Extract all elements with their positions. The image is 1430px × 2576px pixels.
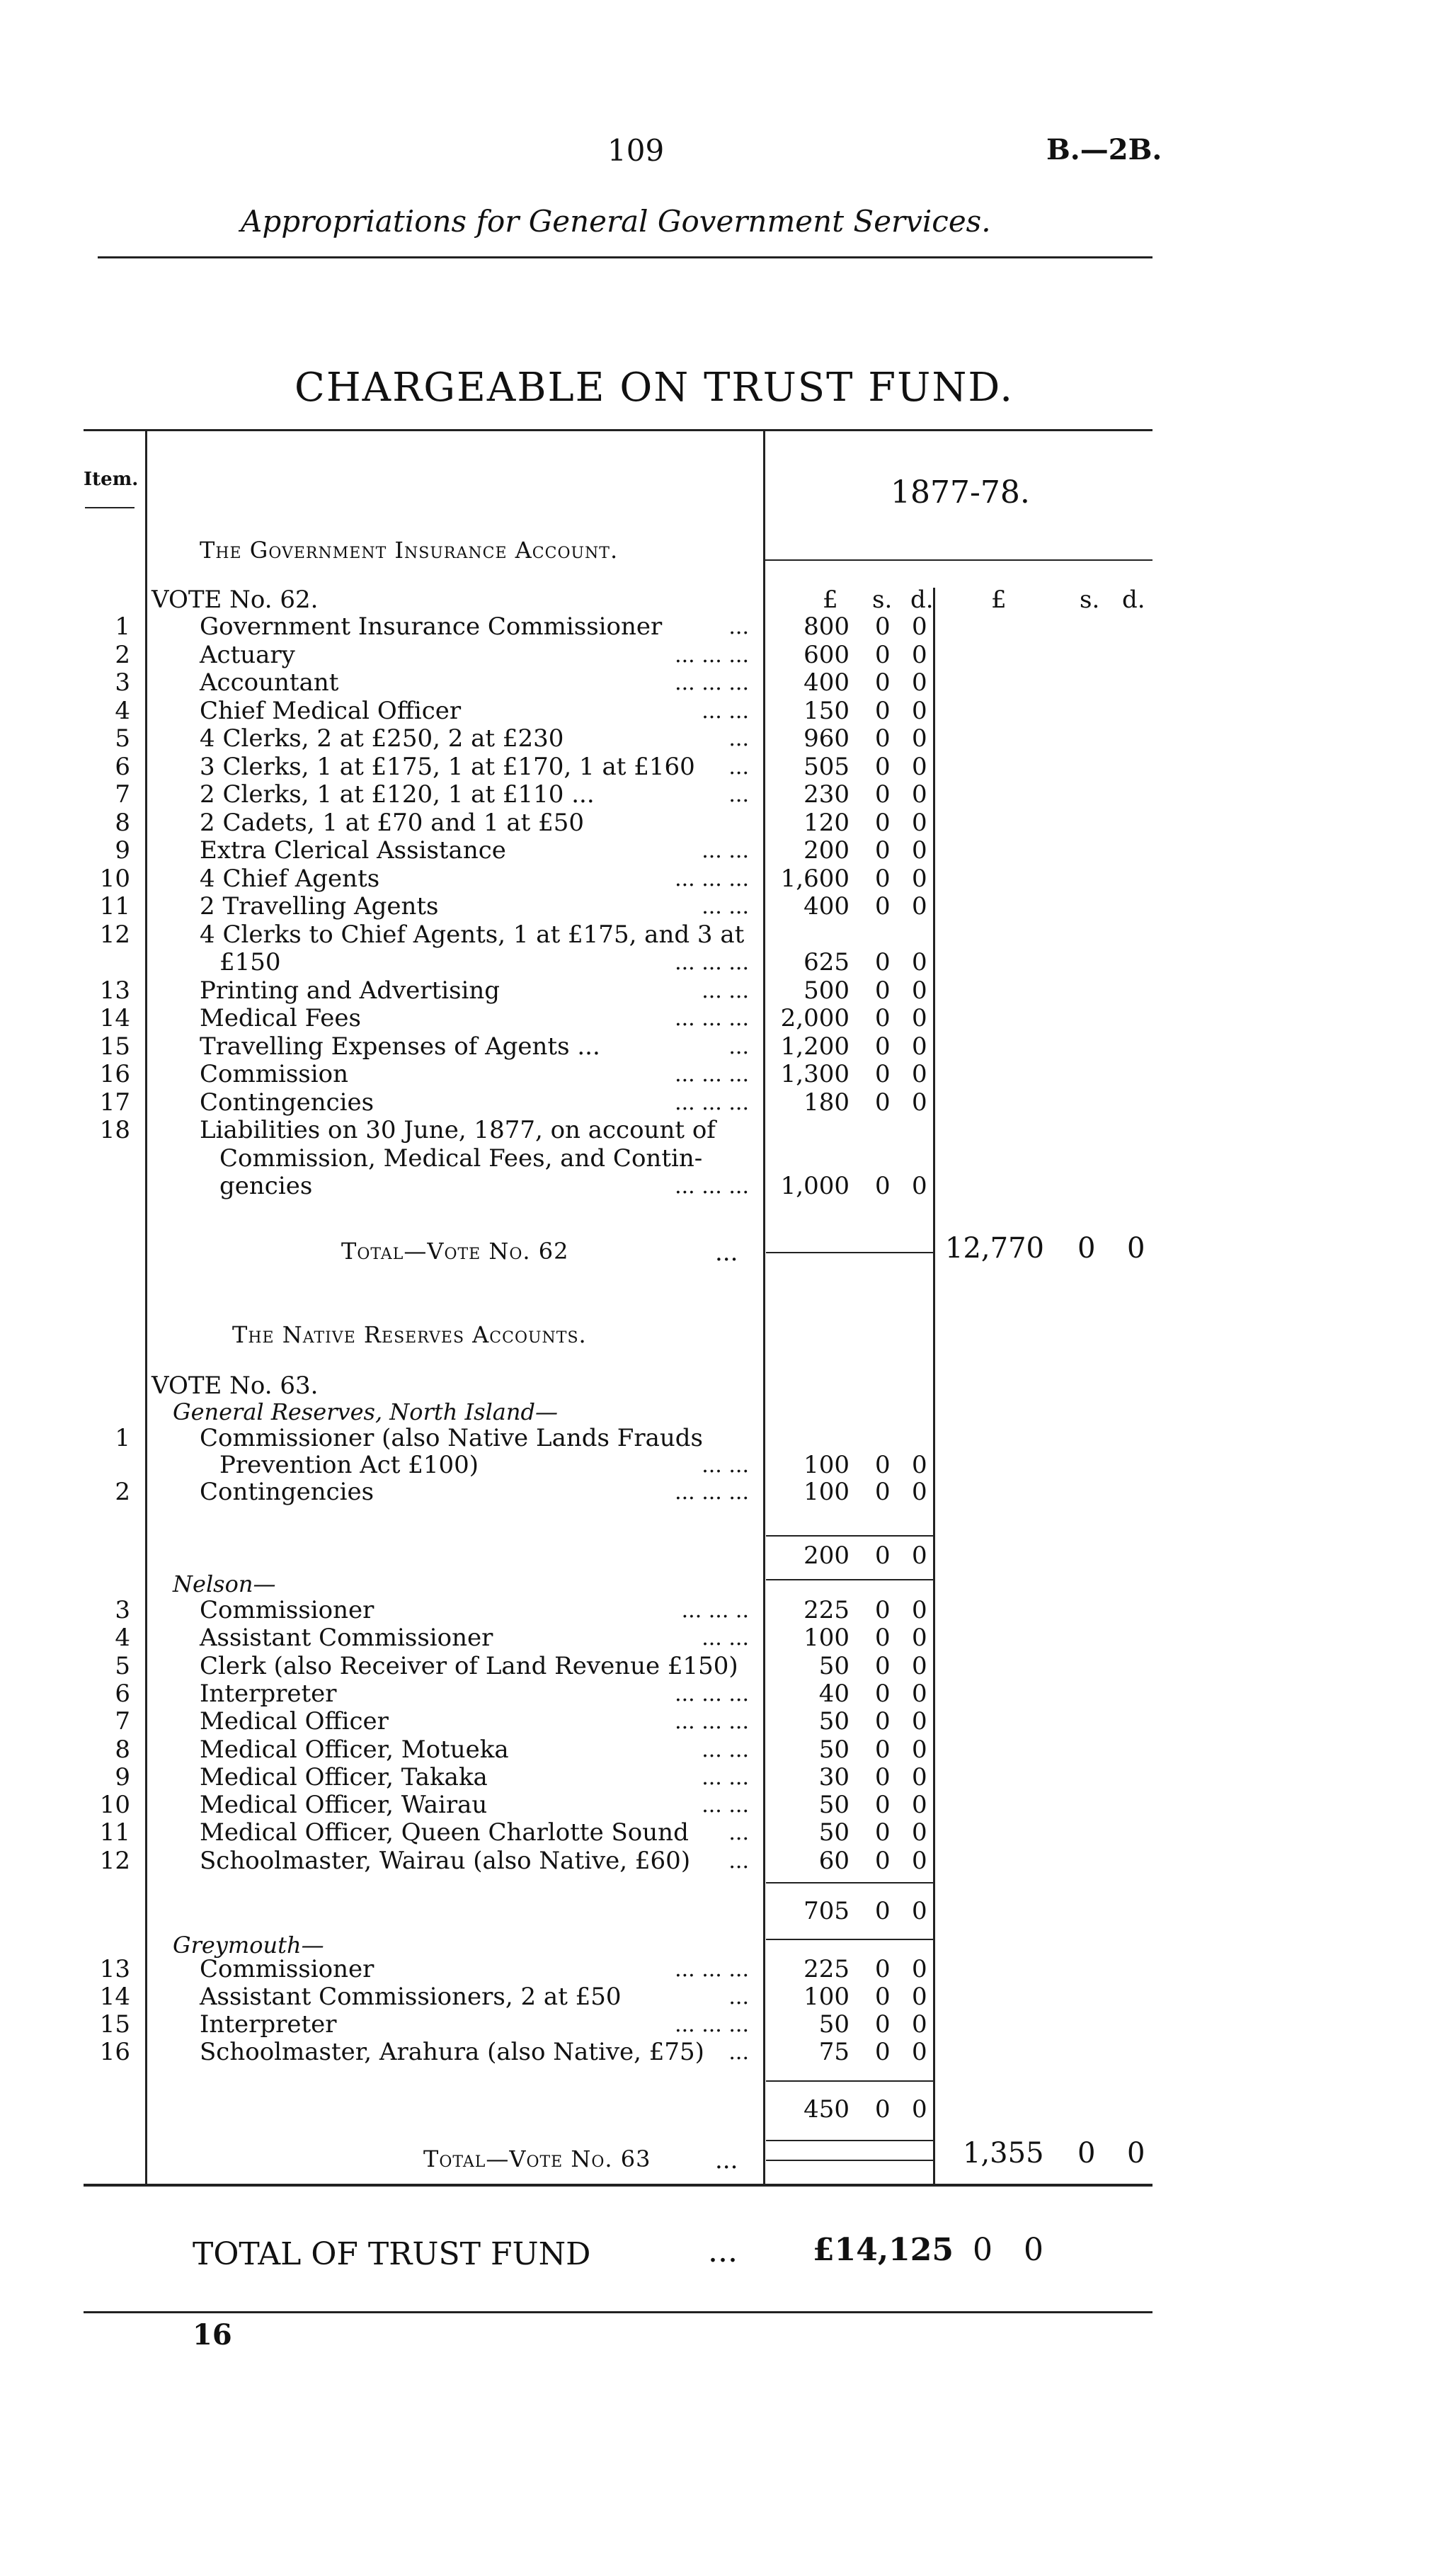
north-row-leader-dots: ... ... [702, 1453, 749, 1478]
greymouth-row-pence: 0 [912, 1955, 927, 1983]
vote62-row-pounds: 2,000 [780, 1004, 850, 1032]
vote-label-63: VOTE No. 63. [151, 1372, 319, 1400]
vote62-row-leader-dots: ... ... ... [675, 1062, 749, 1087]
greymouth-row-leader-dots: ... ... ... [675, 1957, 749, 1982]
vote62-row-shillings: 0 [875, 1088, 891, 1117]
total-rule-63b [766, 2160, 933, 2161]
section-title-62: The Government Insurance Account. [200, 537, 619, 564]
nelson-row-shillings: 0 [875, 1651, 891, 1680]
vote62-row-description: 4 Chief Agents [200, 864, 380, 893]
north-row-pence: 0 [912, 1478, 927, 1506]
nelson-row-pence: 0 [912, 1624, 927, 1653]
nelson-row-shillings: 0 [875, 1791, 891, 1820]
vote62-row-pence: 0 [912, 948, 927, 976]
vote62-row-pence: 0 [912, 752, 927, 781]
total-shillings-63: 0 [1077, 2137, 1096, 2170]
vote62-row-pence: 0 [912, 1172, 927, 1200]
greymouth-row-pounds: 75 [818, 2038, 850, 2066]
nelson-row-leader-dots: ... [728, 1820, 749, 1846]
nelson-row-leader-dots: ... ... [702, 1765, 749, 1790]
shillings-header: s. [872, 586, 893, 614]
nelson-row-description: Assistant Commissioner [200, 1624, 493, 1653]
nelson-subtotal-rule-bottom [766, 1939, 933, 1940]
vote62-row-pounds: 1,600 [780, 864, 850, 893]
greymouth-row-pence: 0 [912, 2010, 927, 2039]
nelson-row-description: Commissioner [200, 1596, 374, 1624]
grand-total-pence: 0 [1024, 2232, 1043, 2268]
vote62-row-pounds: 400 [803, 892, 850, 921]
vote62-row-item-number: 2 [115, 640, 130, 669]
north-row-description: Prevention Act £100) [219, 1451, 479, 1479]
north-row-description: Contingencies [200, 1478, 374, 1506]
vote62-row-leader-dots: ... ... ... [675, 950, 749, 975]
greymouth-row-shillings: 0 [875, 2038, 891, 2066]
nelson-row-item-number: 6 [115, 1679, 130, 1708]
greymouth-row-pounds: 225 [803, 1955, 850, 1983]
north-row-shillings: 0 [875, 1478, 891, 1506]
vote62-row-description: 4 Clerks, 2 at £250, 2 at £230 [200, 724, 564, 753]
vote62-row-description: Actuary [200, 640, 295, 669]
footer-rule [84, 2311, 1152, 2313]
vote62-row-pence: 0 [912, 976, 927, 1005]
nelson-row-pence: 0 [912, 1846, 927, 1875]
total-label-63: Total—Vote No. 63 [423, 2145, 651, 2172]
vote62-row-shillings: 0 [875, 976, 891, 1005]
nelson-row-pounds: 50 [818, 1818, 850, 1847]
nelson-row-item-number: 9 [115, 1762, 130, 1791]
nelson-row-description: Schoolmaster, Wairau (also Native, £60) [200, 1846, 691, 1875]
greymouth-subtotal-s: 0 [875, 2095, 891, 2124]
vote62-row-shillings: 0 [875, 1172, 891, 1200]
nelson-subtotal-d: 0 [912, 1897, 927, 1925]
vote62-row-item-number: 13 [99, 976, 130, 1005]
nelson-row-shillings: 0 [875, 1679, 891, 1708]
greymouth-row-leader-dots: ... [728, 1985, 749, 2010]
vote62-row-pounds: 200 [803, 836, 850, 865]
year-rule [763, 559, 1152, 561]
nelson-row-leader-dots: ... ... [702, 1793, 749, 1818]
nelson-row-shillings: 0 [875, 1818, 891, 1847]
vote62-row-item-number: 5 [115, 724, 130, 753]
vote62-row-pence: 0 [912, 1088, 927, 1117]
vote62-row-leader-dots: ... [728, 782, 749, 807]
north-row-pence: 0 [912, 1451, 927, 1479]
nelson-row-pounds: 60 [818, 1846, 850, 1875]
item-column-header: Item. [84, 469, 139, 490]
pence-header-2: d. [1122, 586, 1145, 614]
vote62-row-shillings: 0 [875, 1032, 891, 1061]
greymouth-row-item-number: 14 [99, 1983, 130, 2011]
pence-header: d. [910, 586, 934, 614]
greymouth-row-shillings: 0 [875, 2010, 891, 2039]
north-row-description: Commissioner (also Native Lands Frauds [200, 1424, 703, 1452]
signature-mark: 16 [193, 2318, 232, 2352]
total-rule-63 [766, 2140, 933, 2141]
greymouth-row-leader-dots: ... ... ... [675, 2012, 749, 2037]
vote62-row-leader-dots: ... [728, 726, 749, 751]
vote62-row-leader-dots: ... ... [702, 978, 749, 1003]
vote62-row-pounds: 1,000 [780, 1172, 850, 1200]
vote62-row-leader-dots: ... ... ... [675, 671, 749, 695]
greymouth-row-pounds: 100 [803, 1983, 850, 2011]
greymouth-row-pence: 0 [912, 1983, 927, 2011]
nelson-row-pounds: 30 [818, 1762, 850, 1791]
vote62-row-item-number: 1 [115, 612, 130, 641]
nelson-subtotal-s: 0 [875, 1897, 891, 1925]
vote62-row-leader-dots: ... ... ... [675, 1174, 749, 1199]
nelson-row-pence: 0 [912, 1596, 927, 1624]
vote62-row-pounds: 150 [803, 696, 850, 725]
item-header-rule [85, 507, 135, 508]
amount-col-rule [763, 429, 765, 2184]
header-rule [98, 256, 1152, 258]
vote62-row-leader-dots: ... ... [702, 838, 749, 863]
total-label-62: Total—Vote No. 62 [341, 1238, 569, 1265]
table-bottom-rule [84, 2184, 1152, 2187]
vote62-row-shillings: 0 [875, 668, 891, 697]
vote62-row-item-number: 6 [115, 752, 130, 781]
nelson-row-leader-dots: ... ... ... [675, 1709, 749, 1735]
vote62-row-pounds: 120 [803, 808, 850, 837]
nelson-row-description: Medical Officer, Motueka [200, 1735, 509, 1764]
north-subtotal-rule-bottom [766, 1579, 933, 1580]
vote62-row-pounds: 800 [803, 612, 850, 641]
grand-total-dots: ... [708, 2233, 738, 2269]
vote62-row-pence: 0 [912, 808, 927, 837]
vote62-row-shillings: 0 [875, 724, 891, 753]
vote62-row-leader-dots: ... ... [702, 894, 749, 919]
shillings-header-2: s. [1080, 586, 1100, 614]
greymouth-row-leader-dots: ... [728, 2040, 749, 2065]
vote62-row-description: 2 Cadets, 1 at £70 and 1 at £50 [200, 808, 585, 837]
vote62-row-description: Accountant [200, 668, 339, 697]
nelson-row-item-number: 8 [115, 1735, 130, 1764]
nelson-label: Nelson— [173, 1571, 276, 1597]
vote62-row-item-number: 7 [115, 780, 130, 809]
total-pounds-63: 1,355 [963, 2137, 1044, 2170]
nelson-subtotal-rule [766, 1882, 933, 1883]
vote62-row-shillings: 0 [875, 948, 891, 976]
nelson-row-shillings: 0 [875, 1735, 891, 1764]
table-top-rule [84, 429, 1152, 431]
vote62-row-item-number: 4 [115, 696, 130, 725]
nelson-row-description: Medical Officer [200, 1707, 389, 1736]
vote62-row-description: Liabilities on 30 June, 1877, on account of [200, 1116, 716, 1144]
greymouth-subtotal-pounds: 450 [803, 2095, 850, 2124]
nelson-row-pounds: 100 [803, 1624, 850, 1653]
total-dots-63: ... [715, 2146, 738, 2175]
vote62-row-shillings: 0 [875, 892, 891, 921]
vote62-row-pence: 0 [912, 640, 927, 669]
vote62-row-pounds: 505 [803, 752, 850, 781]
greymouth-row-shillings: 0 [875, 1983, 891, 2011]
vote62-row-shillings: 0 [875, 780, 891, 809]
nelson-row-pence: 0 [912, 1679, 927, 1708]
vote62-row-item-number: 3 [115, 668, 130, 697]
nelson-row-description: Medical Officer, Takaka [200, 1762, 488, 1791]
vote62-row-description: Printing and Advertising [200, 976, 500, 1005]
north-row-item-number: 2 [115, 1478, 130, 1506]
vote62-row-pence: 0 [912, 1004, 927, 1032]
grand-total-pounds: £14,125 [813, 2232, 954, 2268]
nelson-row-pence: 0 [912, 1707, 927, 1736]
vote62-row-pounds: 400 [803, 668, 850, 697]
vote62-row-description: Commission [200, 1060, 348, 1088]
north-row-item-number: 1 [115, 1424, 130, 1452]
vote62-row-pounds: 1,200 [780, 1032, 850, 1061]
total-rule-62 [766, 1252, 933, 1253]
vote62-row-shillings: 0 [875, 864, 891, 893]
page-number: 109 [607, 133, 665, 168]
vote62-row-item-number: 9 [115, 836, 130, 865]
vote62-row-description: Travelling Expenses of Agents ... [200, 1032, 600, 1061]
vote62-row-shillings: 0 [875, 1060, 891, 1088]
north-subtotal-d: 0 [912, 1541, 927, 1570]
nelson-row-item-number: 11 [99, 1818, 130, 1847]
vote62-row-leader-dots: ... [728, 754, 749, 780]
nelson-row-item-number: 3 [115, 1596, 130, 1624]
pounds-header-2: £ [991, 586, 1007, 614]
greymouth-row-description: Interpreter [200, 2010, 337, 2039]
vote62-row-pence: 0 [912, 724, 927, 753]
vote62-row-shillings: 0 [875, 1004, 891, 1032]
north-row-leader-dots: ... ... ... [675, 1480, 749, 1505]
vote62-row-pounds: 180 [803, 1088, 850, 1117]
nelson-row-leader-dots: ... ... [702, 1626, 749, 1651]
greymouth-row-description: Assistant Commissioners, 2 at £50 [200, 1983, 622, 2011]
vote62-row-item-number: 16 [99, 1060, 130, 1088]
greymouth-row-pounds: 50 [818, 2010, 850, 2039]
vote62-row-shillings: 0 [875, 808, 891, 837]
vote62-row-leader-dots: ... ... ... [675, 866, 749, 891]
nelson-row-pence: 0 [912, 1791, 927, 1820]
north-row-shillings: 0 [875, 1451, 891, 1479]
north-row-pounds: 100 [803, 1451, 850, 1479]
vote62-row-item-number: 14 [99, 1004, 130, 1032]
vote62-row-item-number: 15 [99, 1032, 130, 1061]
nelson-row-pence: 0 [912, 1818, 927, 1847]
vote62-row-description: Medical Fees [200, 1004, 361, 1032]
nelson-row-description: Medical Officer, Wairau [200, 1791, 488, 1820]
vote62-row-item-number: 18 [99, 1116, 130, 1144]
vote62-row-item-number: 10 [99, 864, 130, 893]
vote62-row-pence: 0 [912, 696, 927, 725]
greymouth-row-description: Schoolmaster, Arahura (also Native, £75) [200, 2038, 704, 2066]
vote62-row-pence: 0 [912, 892, 927, 921]
vote62-row-shillings: 0 [875, 836, 891, 865]
greymouth-row-shillings: 0 [875, 1955, 891, 1983]
vote62-row-description: £150 [219, 948, 281, 976]
vote62-row-pounds: 1,300 [780, 1060, 850, 1088]
greymouth-label: Greymouth— [173, 1932, 324, 1959]
greymouth-row-description: Commissioner [200, 1955, 374, 1983]
pounds-header: £ [823, 586, 838, 614]
vote62-row-description: Contingencies [200, 1088, 374, 1117]
grand-total-label: TOTAL OF TRUST FUND [193, 2236, 591, 2272]
nelson-row-description: Clerk (also Receiver of Land Revenue £150) [200, 1651, 738, 1680]
vote62-row-shillings: 0 [875, 612, 891, 641]
nelson-row-pounds: 50 [818, 1791, 850, 1820]
north-island-label: General Reserves, North Island— [173, 1398, 558, 1425]
vote62-row-description: Government Insurance Commissioner [200, 612, 663, 641]
total-pence-62: 0 [1127, 1232, 1145, 1265]
vote62-row-leader-dots: ... ... ... [675, 642, 749, 668]
total-shillings-62: 0 [1077, 1232, 1096, 1265]
nelson-row-leader-dots: ... ... ... [675, 1681, 749, 1706]
north-row-pounds: 100 [803, 1478, 850, 1506]
vote62-row-description: 2 Clerks, 1 at £120, 1 at £110 ... [200, 780, 595, 809]
vote62-row-leader-dots: ... [728, 615, 749, 639]
vote62-row-pounds: 500 [803, 976, 850, 1005]
vote62-row-pounds: 230 [803, 780, 850, 809]
nelson-row-shillings: 0 [875, 1846, 891, 1875]
vote62-row-pounds: 600 [803, 640, 850, 669]
nelson-row-pounds: 40 [818, 1679, 850, 1708]
nelson-subtotal-pounds: 705 [803, 1897, 850, 1925]
vote62-row-item-number: 17 [99, 1088, 130, 1117]
north-subtotal-pounds: 200 [803, 1541, 850, 1570]
vote62-row-pounds: 625 [803, 948, 850, 976]
north-subtotal-s: 0 [875, 1541, 891, 1570]
vote62-row-pounds: 960 [803, 724, 850, 753]
nelson-row-description: Interpreter [200, 1679, 337, 1708]
section-title-63: The Native Reserves Accounts. [232, 1321, 587, 1348]
nelson-row-shillings: 0 [875, 1624, 891, 1653]
nelson-row-item-number: 5 [115, 1651, 130, 1680]
vote62-row-description: 4 Clerks to Chief Agents, 1 at £175, and 3 at [200, 920, 745, 949]
vote62-row-leader-dots: ... ... ... [675, 1006, 749, 1031]
vote62-row-pence: 0 [912, 1060, 927, 1088]
nelson-row-pounds: 50 [818, 1735, 850, 1764]
vote62-row-pence: 0 [912, 836, 927, 865]
nelson-row-description: Medical Officer, Queen Charlotte Sound [200, 1818, 689, 1847]
vote62-row-item-number: 11 [99, 892, 130, 921]
total-pence-63: 0 [1127, 2137, 1145, 2170]
total-pounds-62: 12,770 [945, 1232, 1044, 1265]
vote62-row-leader-dots: ... ... ... [675, 1090, 749, 1115]
vote62-row-leader-dots: ... [728, 1034, 749, 1059]
nelson-row-leader-dots: ... ... [702, 1737, 749, 1762]
nelson-row-pence: 0 [912, 1762, 927, 1791]
nelson-row-pence: 0 [912, 1735, 927, 1764]
total-dots-62: ... [715, 1238, 738, 1267]
page-title: CHARGEABLE ON TRUST FUND. [294, 365, 1014, 411]
greymouth-row-item-number: 13 [99, 1955, 130, 1983]
vote62-row-pence: 0 [912, 864, 927, 893]
vote62-row-item-number: 12 [99, 920, 130, 949]
vote62-row-shillings: 0 [875, 752, 891, 781]
page-subtitle: Appropriations for General Government Services. [241, 204, 991, 239]
greymouth-subtotal-rule [766, 2080, 933, 2082]
nelson-row-item-number: 12 [99, 1846, 130, 1875]
nelson-row-leader-dots: ... ... .. [681, 1598, 749, 1623]
nelson-row-item-number: 4 [115, 1624, 130, 1653]
greymouth-row-item-number: 15 [99, 2010, 130, 2039]
vote62-row-item-number: 8 [115, 808, 130, 837]
greymouth-subtotal-d: 0 [912, 2095, 927, 2124]
subamount-col-rule [933, 588, 935, 2184]
vote62-row-description: gencies [219, 1172, 313, 1200]
nelson-row-shillings: 0 [875, 1596, 891, 1624]
nelson-row-pence: 0 [912, 1651, 927, 1680]
vote62-row-description: 2 Travelling Agents [200, 892, 439, 921]
nelson-row-pounds: 225 [803, 1596, 850, 1624]
vote62-row-shillings: 0 [875, 640, 891, 669]
nelson-row-item-number: 7 [115, 1707, 130, 1736]
item-col-rule [145, 429, 147, 2184]
vote62-row-pence: 0 [912, 780, 927, 809]
nelson-row-pounds: 50 [818, 1651, 850, 1680]
vote62-row-description: Commission, Medical Fees, and Contin- [219, 1144, 703, 1173]
north-subtotal-rule [766, 1535, 933, 1537]
grand-total-shillings: 0 [973, 2232, 993, 2268]
vote62-row-pence: 0 [912, 668, 927, 697]
year-header: 1877-78. [891, 474, 1030, 511]
greymouth-row-pence: 0 [912, 2038, 927, 2066]
nelson-row-pounds: 50 [818, 1707, 850, 1736]
vote62-row-description: 3 Clerks, 1 at £175, 1 at £170, 1 at £160 [200, 752, 695, 781]
vote62-row-description: Chief Medical Officer [200, 696, 462, 725]
document-code: B.—2B. [1046, 133, 1162, 166]
vote62-row-leader-dots: ... ... [702, 698, 749, 724]
vote62-row-shillings: 0 [875, 696, 891, 725]
nelson-row-item-number: 10 [99, 1791, 130, 1820]
vote62-row-pence: 0 [912, 612, 927, 641]
vote62-row-pence: 0 [912, 1032, 927, 1061]
nelson-row-leader-dots: ... [728, 1848, 749, 1874]
vote-label-62: VOTE No. 62. [151, 586, 319, 614]
vote62-row-description: Extra Clerical Assistance [200, 836, 506, 865]
nelson-row-shillings: 0 [875, 1762, 891, 1791]
nelson-row-shillings: 0 [875, 1707, 891, 1736]
greymouth-row-item-number: 16 [99, 2038, 130, 2066]
